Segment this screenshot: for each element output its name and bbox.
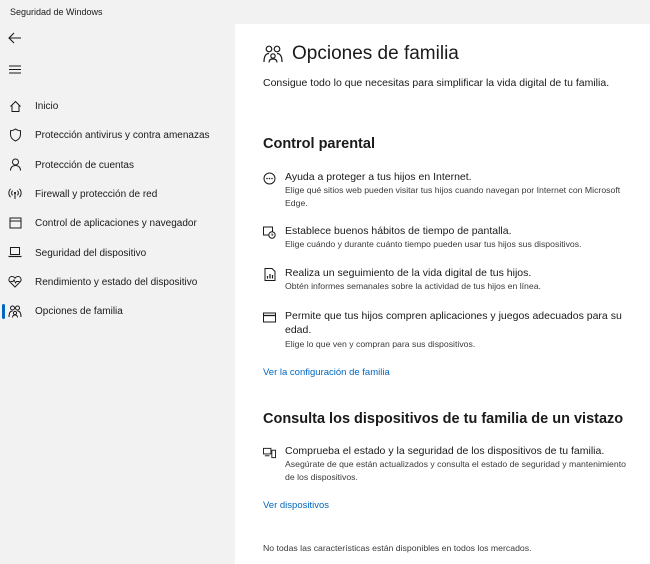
laptop-icon: [8, 245, 22, 259]
section-title-devices: Consulta los dispositivos de tu familia de un vistazo: [263, 411, 624, 427]
credit-card-icon: [263, 311, 276, 324]
section-title-parental-control: Control parental: [263, 136, 375, 152]
sidebar-item-label: Opciones de familia: [35, 306, 123, 318]
parental-item-internet: [263, 170, 633, 210]
item-title: Establece buenos hábitos de tiempo de pantalla.: [285, 225, 512, 237]
sidebar-item-account-protection[interactable]: [0, 151, 235, 180]
page-description: Consigue todo lo que necesitas para simplificar la vida digital de tu familia.: [263, 77, 610, 89]
sidebar-item-app-browser-control[interactable]: [0, 209, 235, 238]
devices-item-status: [263, 444, 633, 484]
sidebar-item-label: Inicio: [35, 101, 59, 113]
shield-icon: [8, 128, 22, 142]
item-description: Elige qué sitios web pueden visitar tus hijos cuando navegan por Internet con Microsoft Edge.: [285, 185, 621, 208]
item-description: Asegúrate de que están actualizados y consulta el estado de seguridad y mantenimiento de los dispositivos.: [285, 459, 626, 482]
sidebar-item-family-options[interactable]: [0, 297, 235, 326]
item-title: Comprueba el estado y la seguridad de los dispositivos de tu familia.: [285, 445, 605, 457]
parental-item-purchases: [263, 309, 633, 353]
sidebar-item-home[interactable]: [0, 92, 235, 121]
sidebar-item-label: Protección de cuentas: [35, 159, 134, 171]
web-filter-icon: [263, 172, 276, 185]
back-button[interactable]: [6, 30, 24, 46]
view-devices-link[interactable]: Ver dispositivos: [263, 500, 330, 511]
parental-item-screen-time: [263, 224, 633, 252]
hamburger-icon: [9, 65, 21, 74]
sidebar-item-device-performance[interactable]: [0, 268, 235, 297]
title-bar: [0, 0, 650, 24]
item-title: Ayuda a proteger a tus hijos en Internet.: [285, 171, 472, 183]
heart-icon: [8, 275, 22, 289]
sidebar-item-label: Firewall y protección de red: [35, 189, 158, 201]
parental-item-activity-report: [263, 266, 633, 294]
home-icon: [8, 99, 22, 113]
item-description: Elige cuándo y durante cuánto tiempo pueden usar tus hijos sus dispositivos.: [285, 239, 582, 249]
page-title: Opciones de familia: [292, 43, 459, 64]
family-settings-link[interactable]: Ver la configuración de familia: [263, 367, 390, 378]
devices-icon: [263, 446, 276, 459]
availability-note: No todas las características están disponibles en todos los mercados.: [263, 543, 532, 553]
report-icon: [263, 268, 276, 281]
back-arrow-icon: [8, 32, 22, 44]
main-content: [235, 24, 650, 564]
family-icon: [8, 304, 22, 318]
sidebar: [0, 24, 235, 564]
sidebar-item-virus-protection[interactable]: [0, 121, 235, 150]
family-icon: [263, 44, 283, 64]
app-browser-icon: [8, 216, 22, 230]
sidebar-item-label: Control de aplicaciones y navegador: [35, 218, 197, 230]
menu-button[interactable]: [6, 62, 24, 76]
sidebar-item-label: Protección antivirus y contra amenazas: [35, 130, 210, 142]
item-description: Obtén informes semanales sobre la actividad de tus hijos en línea.: [285, 281, 541, 291]
wireless-icon: [8, 187, 22, 201]
item-title: Permite que tus hijos compren aplicaciones y juegos adecuados para su edad.: [285, 310, 622, 336]
person-icon: [8, 158, 22, 172]
sidebar-nav: [0, 92, 235, 326]
sidebar-item-firewall[interactable]: [0, 180, 235, 209]
window-title: Seguridad de Windows: [10, 7, 103, 17]
sidebar-item-label: Seguridad del dispositivo: [35, 247, 147, 259]
item-description: Elige lo que ven y compran para sus dispositivos.: [285, 339, 476, 349]
sidebar-item-device-security[interactable]: [0, 238, 235, 267]
screen-time-icon: [263, 226, 276, 239]
sidebar-item-label: Rendimiento y estado del dispositivo: [35, 276, 198, 288]
page-header: [263, 42, 459, 66]
item-title: Realiza un seguimiento de la vida digital de tus hijos.: [285, 267, 532, 279]
